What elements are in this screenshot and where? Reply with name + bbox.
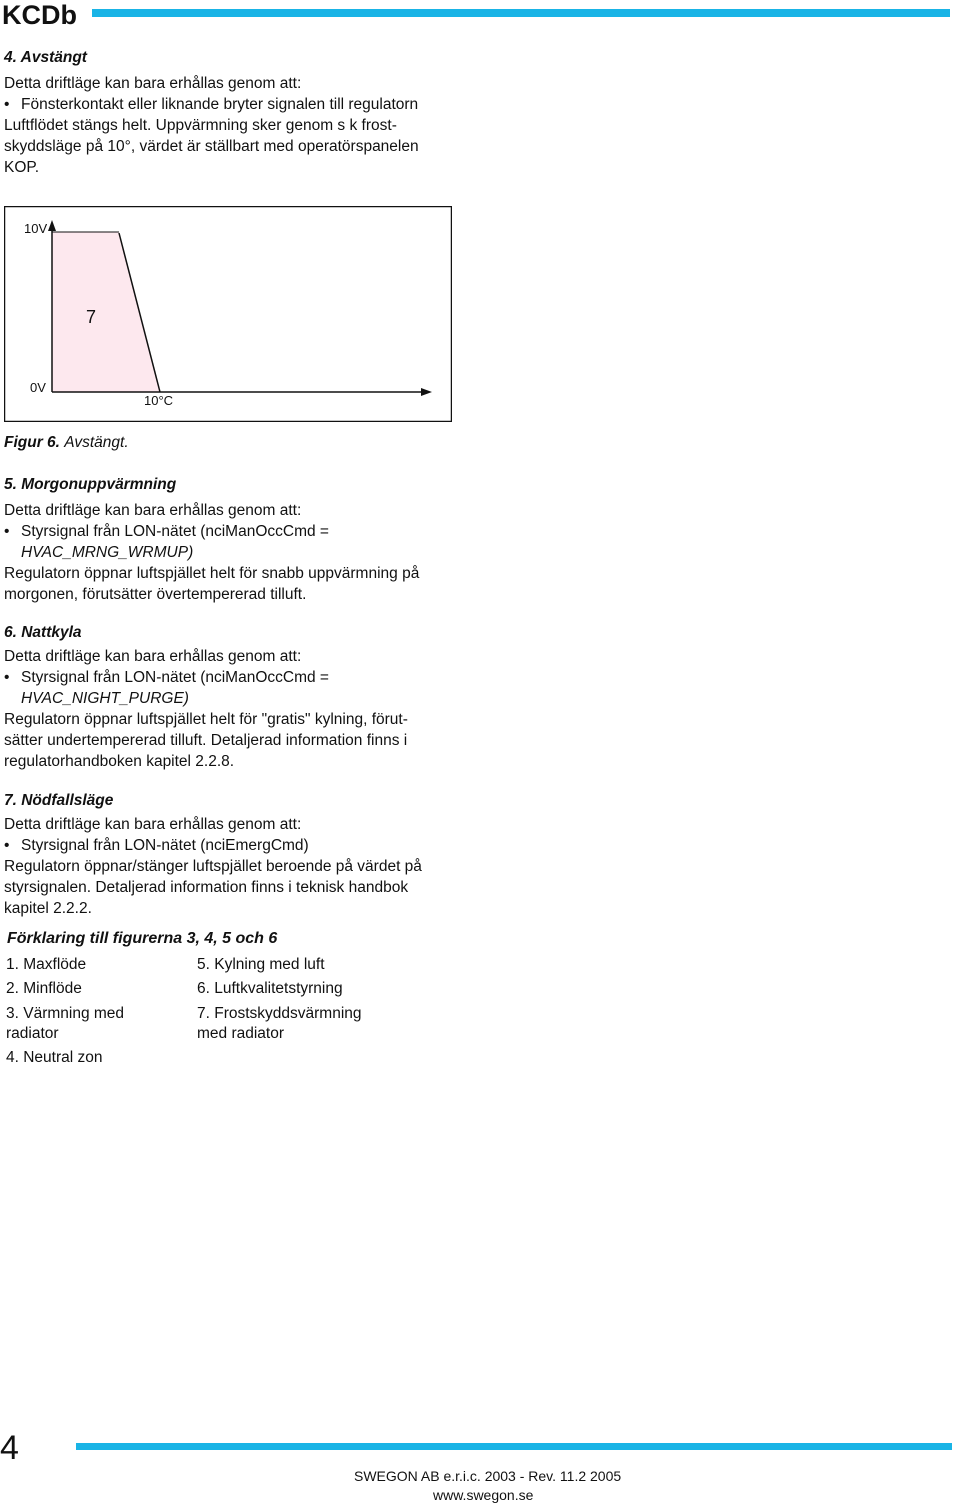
brand-title: KCDb [2, 0, 77, 30]
section-4-bullet [4, 94, 418, 115]
section-7-intro: Detta driftläge kan bara erhållas genom att: [4, 816, 302, 833]
legend-title: Förklaring till figurerna 3, 4, 5 och 6 [7, 930, 278, 947]
y-axis-arrow-icon [48, 220, 56, 231]
legend-item-3: 3. Värmning med [6, 1005, 125, 1022]
section-5-body-line-1: Regulatorn öppnar luftspjället helt för snabb uppvärmning på [4, 565, 420, 582]
legend-item-6: 6. Luftkvalitetstyrning [197, 980, 343, 997]
region-7-fill [52, 232, 160, 392]
section-5-body-line-2: morgonen, förutsätter övertempererad tilluft. [4, 586, 307, 603]
section-6-body-line-1: Regulatorn öppnar luftspjället helt för "gratis" kylning, förut- [4, 711, 408, 728]
footer-company: SWEGON AB e.r.i.c. 2003 - Rev. 11.2 2005 [354, 1468, 622, 1484]
footer-website[interactable]: www.swegon.se [433, 1487, 534, 1503]
section-7-body-line-3: kapitel 2.2.2. [4, 900, 92, 917]
section-6-body-line-3: regulatorhandboken kapitel 2.2.8. [4, 753, 235, 770]
section-4-body-line-1: Luftflödet stängs helt. Uppvärmning sker genom s k frost- [4, 117, 397, 134]
section-7-body-line-2: styrsignalen. Detaljerad information finns i teknisk handbok [4, 879, 409, 896]
legend-item-4: 4. Neutral zon [6, 1049, 103, 1066]
section-7-heading: 7. Nödfallsläge [4, 792, 114, 809]
section-6-body-line-2: sätter undertempererad tilluft. Detaljerad information finns i [4, 732, 408, 749]
y-top-label: 10V [24, 221, 48, 236]
section-7-bullet [4, 835, 309, 856]
section-5-bullet-cont: HVAC_MRNG_WRMUP) [21, 544, 194, 561]
figure-caption [4, 432, 129, 453]
section-6-bullet-text: Styrsignal från LON-nätet (nciManOccCmd = [21, 669, 329, 686]
legend-item-2: 2. Minflöde [6, 980, 82, 997]
figure-diagram [4, 206, 452, 422]
section-5-bullet-text: Styrsignal från LON-nätet (nciManOccCmd = [21, 523, 329, 540]
section-4-bullet-text: Fönsterkontakt eller liknande bryter signalen till regulatorn [21, 96, 419, 113]
legend-item-1: 1. Maxflöde [6, 956, 87, 973]
section-7-body-line-1: Regulatorn öppnar/stänger luftspjället beroende på värdet på [4, 858, 422, 875]
page-number: 4 [0, 1429, 19, 1467]
section-6-bullet-cont: HVAC_NIGHT_PURGE) [21, 690, 189, 707]
x-axis-arrow-icon [421, 388, 432, 396]
region-label: 7 [86, 307, 97, 327]
section-6-intro: Detta driftläge kan bara erhållas genom att: [4, 648, 302, 665]
figure-avstangt [4, 206, 452, 422]
section-7-bullet-text: Styrsignal från LON-nätet (nciEmergCmd) [21, 837, 309, 854]
x-label: 10°C [144, 393, 174, 408]
header-accent-bar [92, 9, 950, 17]
legend-item-3-cont: radiator [6, 1025, 59, 1042]
footer-accent-bar [76, 1443, 952, 1450]
section-6-heading: 6. Nattkyla [4, 624, 82, 641]
legend-item-7: 7. Frostskyddsvärmning [197, 1005, 362, 1022]
section-5-heading: 5. Morgonuppvärmning [4, 476, 177, 493]
section-4-body-line-3: KOP. [4, 159, 40, 176]
y-bottom-label: 0V [30, 380, 46, 395]
section-5-bullet [4, 521, 329, 542]
section-6-bullet [4, 667, 329, 688]
section-4-intro: Detta driftläge kan bara erhållas genom att: [4, 75, 302, 92]
figure-caption-prefix: Figur 6. [4, 434, 60, 451]
section-4-heading: 4. Avstängt [4, 49, 87, 66]
section-4-body-line-2: skyddsläge på 10°, värdet är ställbart med operatörspanelen [4, 138, 419, 155]
legend-item-7-cont: med radiator [197, 1025, 285, 1042]
figure-caption-text: Avstängt. [64, 434, 129, 451]
legend-item-5: 5. Kylning med luft [197, 956, 325, 973]
section-5-intro: Detta driftläge kan bara erhållas genom att: [4, 502, 302, 519]
